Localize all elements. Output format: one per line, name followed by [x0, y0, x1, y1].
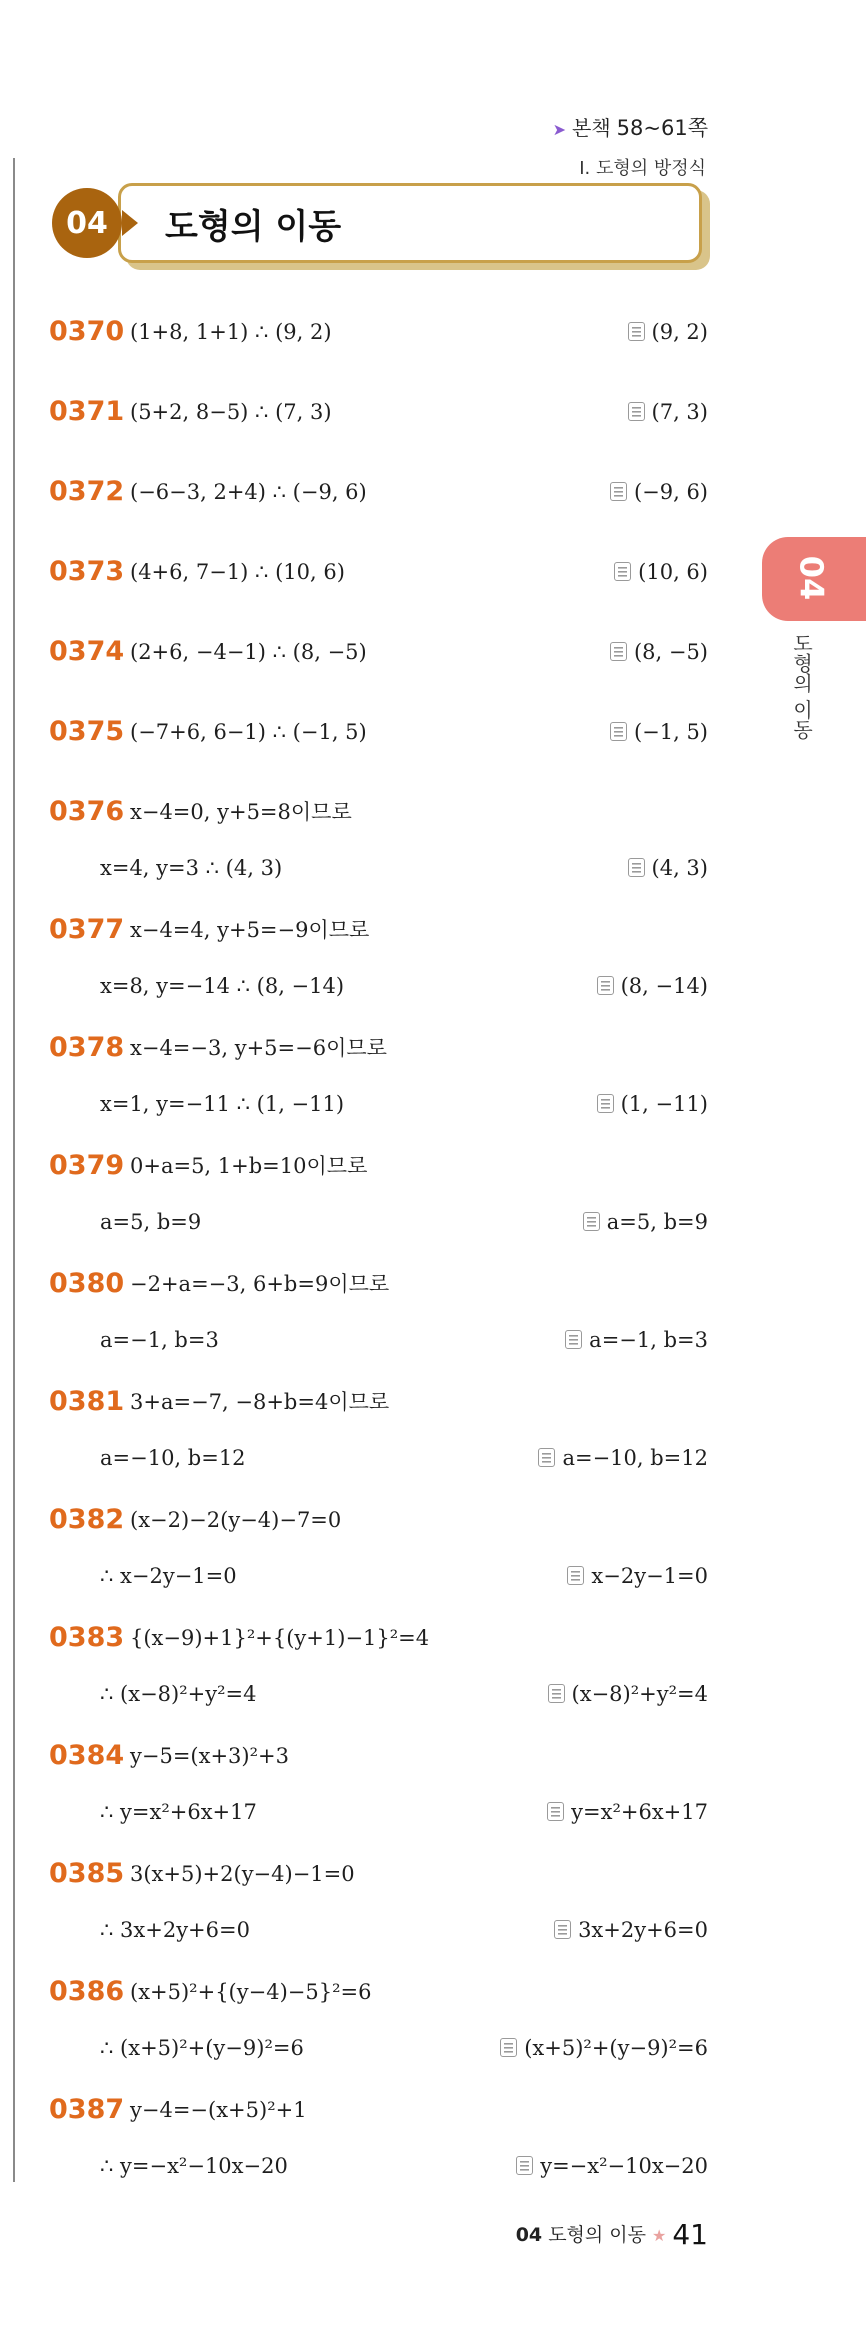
- answer-icon: [516, 2156, 533, 2175]
- answer-icon: [500, 2038, 517, 2057]
- problem-line-1: [0, 794, 866, 830]
- answer: [597, 968, 708, 1004]
- problem-line-1: [0, 912, 866, 948]
- answer: [583, 1204, 708, 1240]
- problem-line-1: [0, 474, 866, 510]
- problem-line-1: [0, 1148, 866, 1184]
- chapter-title: 도형의 이동: [165, 207, 342, 247]
- answer: [565, 1322, 708, 1358]
- answer-value: a=5, b=9: [606, 1210, 708, 1234]
- solution-conclusion: ∴ y=x²+6x+17: [100, 1800, 257, 1824]
- solution-step: (x−2)−2(y−4)−7=0: [130, 1508, 342, 1532]
- answer-icon: [610, 482, 627, 501]
- answer: [628, 314, 708, 350]
- problem-line-2: [0, 968, 866, 1004]
- problem-number: 0386: [49, 1976, 125, 2007]
- solution-step: y−4=−(x+5)²+1: [130, 2098, 307, 2122]
- solution-step: (1+8, 1+1) ∴ (9, 2): [130, 320, 332, 344]
- solution-step: (−6−3, 2+4) ∴ (−9, 6): [130, 480, 367, 504]
- solution-conclusion: x=1, y=−11 ∴ (1, −11): [100, 1092, 345, 1116]
- solution-step: x−4=−3, y+5=−6이므로: [130, 1036, 387, 1060]
- answer-icon: [565, 1330, 582, 1349]
- problem-line-2: [0, 1204, 866, 1240]
- problem-number: 0374: [49, 636, 125, 667]
- chevron-right-icon: ➤: [552, 120, 567, 139]
- answer-value: (8, −5): [633, 640, 708, 664]
- problem-line-1: [0, 1620, 866, 1656]
- answer: [610, 474, 708, 510]
- answer-value: (−9, 6): [633, 480, 708, 504]
- problem-line-1: [0, 634, 866, 670]
- answer-value: (7, 3): [651, 400, 708, 424]
- problem-number: 0385: [49, 1858, 125, 1889]
- problem-line-1: [0, 1266, 866, 1302]
- problem-number: 0381: [49, 1386, 125, 1417]
- problem-line-1: [0, 1856, 866, 1892]
- answer: [628, 394, 708, 430]
- answer-icon: [583, 1212, 600, 1231]
- solution-step: (2+6, −4−1) ∴ (8, −5): [130, 640, 367, 664]
- answer-icon: [547, 1802, 564, 1821]
- solution-conclusion: a=−1, b=3: [100, 1328, 219, 1352]
- answer-value: (8, −14): [620, 974, 708, 998]
- answer-value: (x+5)²+(y−9)²=6: [524, 2036, 708, 2060]
- solution-step: (5+2, 8−5) ∴ (7, 3): [130, 400, 332, 424]
- problem-number: 0377: [49, 914, 125, 945]
- answer-value: (9, 2): [651, 320, 708, 344]
- answer-value: 3x+2y+6=0: [578, 1918, 708, 1942]
- problem-line-1: [0, 1030, 866, 1066]
- problem-number: 0375: [49, 716, 125, 747]
- answer: [597, 1086, 708, 1122]
- answer: [610, 714, 708, 750]
- answer-value: x−2y−1=0: [591, 1564, 708, 1588]
- problem-line-2: [0, 1440, 866, 1476]
- solution-step: (4+6, 7−1) ∴ (10, 6): [130, 560, 345, 584]
- answer-icon: [628, 402, 645, 421]
- answer: [547, 1794, 708, 1830]
- problem-number: 0383: [49, 1622, 125, 1653]
- star-icon: ★: [652, 2226, 667, 2245]
- problem-line-1: [0, 2092, 866, 2128]
- reference-pages: 58~61쪽: [616, 116, 708, 140]
- side-chapter-label: 도형의 이동: [789, 633, 814, 740]
- solution-conclusion: ∴ 3x+2y+6=0: [100, 1918, 250, 1942]
- problem-line-2: [0, 850, 866, 886]
- textbook-reference: [553, 112, 708, 142]
- answer-icon: [610, 642, 627, 661]
- problem-number: 0370: [49, 316, 125, 347]
- problem-number: 0378: [49, 1032, 125, 1063]
- answer-value: (1, −11): [620, 1092, 708, 1116]
- problem-number: 0380: [49, 1268, 125, 1299]
- chapter-number-badge: 04: [52, 188, 122, 258]
- solution-step: (x+5)²+{(y−4)−5}²=6: [130, 1980, 372, 2004]
- problem-line-2: [0, 2030, 866, 2066]
- solution-conclusion: ∴ (x+5)²+(y−9)²=6: [100, 2036, 304, 2060]
- answer: [538, 1440, 708, 1476]
- problem-number: 0379: [49, 1150, 125, 1181]
- section-label: Ⅰ. 도형의 방정식: [579, 158, 706, 179]
- answer: [614, 554, 708, 590]
- answer: [500, 2030, 708, 2066]
- problem-line-2: [0, 1794, 866, 1830]
- problem-number: 0373: [49, 556, 125, 587]
- solution-step: y−5=(x+3)²+3: [130, 1744, 289, 1768]
- answer-icon: [554, 1920, 571, 1939]
- solution-step: 0+a=5, 1+b=10이므로: [130, 1154, 368, 1178]
- problem-line-1: [0, 394, 866, 430]
- answer-value: (x−8)²+y²=4: [571, 1682, 708, 1706]
- solution-conclusion: ∴ y=−x²−10x−20: [100, 2154, 288, 2178]
- problem-line-1: [0, 1974, 866, 2010]
- answer: [554, 1912, 708, 1948]
- answer: [548, 1676, 708, 1712]
- solution-step: {(x−9)+1}²+{(y+1)−1}²=4: [130, 1626, 430, 1650]
- problem-number: 0376: [49, 796, 125, 827]
- page-footer: [516, 2218, 708, 2251]
- problem-line-2: [0, 1322, 866, 1358]
- page-number: 41: [672, 2218, 708, 2251]
- answer-value: (−1, 5): [633, 720, 708, 744]
- answer: [610, 634, 708, 670]
- answer-icon: [538, 1448, 555, 1467]
- problem-number: 0387: [49, 2094, 125, 2125]
- problem-line-2: [0, 1912, 866, 1948]
- problem-line-1: [0, 1502, 866, 1538]
- problem-number: 0382: [49, 1504, 125, 1535]
- solution-step: −2+a=−3, 6+b=9이므로: [130, 1272, 390, 1296]
- solution-conclusion: x=8, y=−14 ∴ (8, −14): [100, 974, 345, 998]
- solution-conclusion: a=−10, b=12: [100, 1446, 246, 1470]
- solution-conclusion: ∴ (x−8)²+y²=4: [100, 1682, 257, 1706]
- answer-icon: [614, 562, 631, 581]
- answer: [628, 850, 708, 886]
- problem-number: 0372: [49, 476, 125, 507]
- footer-chapter-title: 도형의 이동: [548, 2224, 647, 2246]
- solution-step: x−4=4, y+5=−9이므로: [130, 918, 370, 942]
- solution-step: x−4=0, y+5=8이므로: [130, 800, 352, 824]
- answer: [567, 1558, 708, 1594]
- problem-line-2: [0, 1558, 866, 1594]
- answer-value: y=−x²−10x−20: [540, 2154, 708, 2178]
- solution-step: 3(x+5)+2(y−4)−1=0: [130, 1862, 355, 1886]
- answer-value: a=−10, b=12: [562, 1446, 708, 1470]
- answer-icon: [610, 722, 627, 741]
- solution-step: 3+a=−7, −8+b=4이므로: [130, 1390, 390, 1414]
- solution-conclusion: ∴ x−2y−1=0: [100, 1564, 237, 1588]
- answer-value: a=−1, b=3: [589, 1328, 708, 1352]
- solution-conclusion: x=4, y=3 ∴ (4, 3): [100, 856, 283, 880]
- problem-line-1: [0, 554, 866, 590]
- problem-line-1: [0, 1384, 866, 1420]
- answer-value: (10, 6): [638, 560, 708, 584]
- answer-icon: [628, 322, 645, 341]
- answer-value: y=x²+6x+17: [571, 1800, 708, 1824]
- answer-value: (4, 3): [651, 856, 708, 880]
- answer-icon: [628, 858, 645, 877]
- answer-icon: [567, 1566, 584, 1585]
- problem-line-2: [0, 1676, 866, 1712]
- answer-icon: [548, 1684, 565, 1703]
- footer-chapter-number: 04: [515, 2224, 543, 2246]
- answer-icon: [597, 976, 614, 995]
- problem-line-1: [0, 314, 866, 350]
- answer-icon: [597, 1094, 614, 1113]
- problem-line-1: [0, 714, 866, 750]
- solution-step: (−7+6, 6−1) ∴ (−1, 5): [130, 720, 367, 744]
- problem-line-1: [0, 1738, 866, 1774]
- reference-prefix: 본책: [572, 116, 611, 140]
- problem-line-2: [0, 1086, 866, 1122]
- problem-number: 0371: [49, 396, 125, 427]
- problem-line-2: [0, 2148, 866, 2184]
- badge-arrow-icon: [122, 210, 138, 236]
- side-tab-number: 04: [792, 555, 830, 601]
- answer: [516, 2148, 708, 2184]
- problem-number: 0384: [49, 1740, 125, 1771]
- solution-conclusion: a=5, b=9: [100, 1210, 202, 1234]
